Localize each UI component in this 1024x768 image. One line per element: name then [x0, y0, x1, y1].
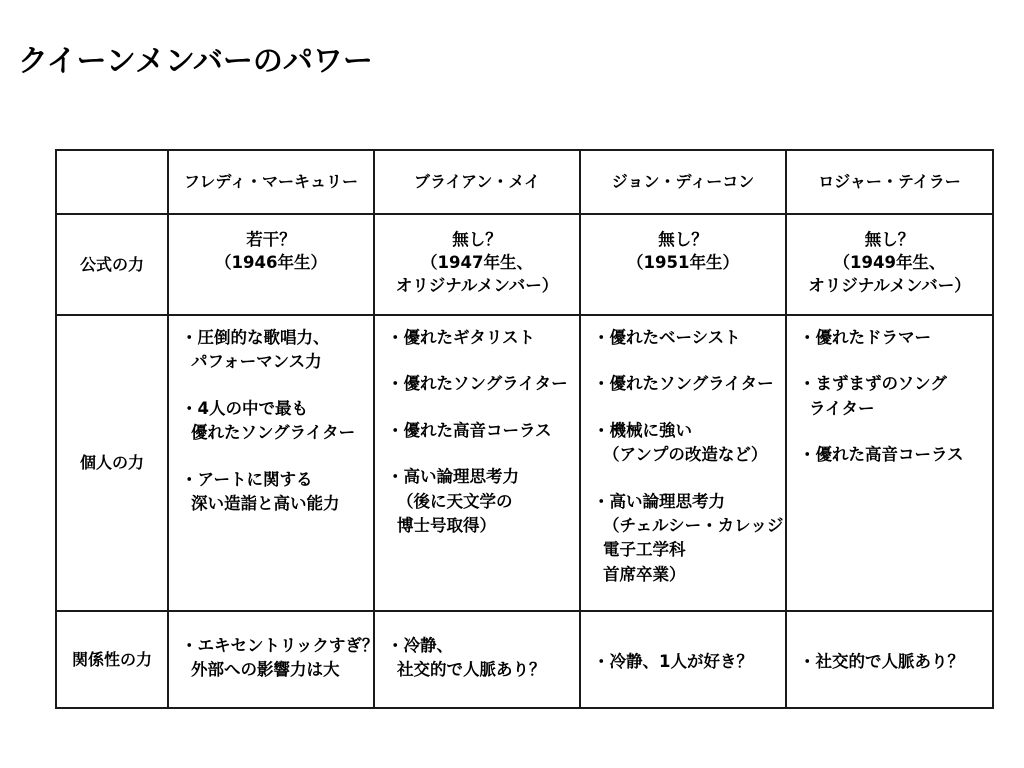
bullet-item	[593, 326, 779, 350]
bullet-line: パフォーマンス力	[191, 352, 322, 372]
table-row-personal	[56, 315, 993, 611]
member-power-table	[55, 149, 994, 709]
bullet-line: ・優れたギタリスト	[387, 328, 536, 347]
bullet-line: ・高い論理思考力	[593, 491, 725, 511]
header-row	[56, 150, 993, 214]
member-name-roger: ロジャー・テイラー	[786, 150, 993, 214]
member-name-brian: ブライアン・メイ	[374, 150, 580, 214]
table-row-official	[56, 214, 993, 315]
corner-cell	[56, 150, 168, 214]
bullet-line: ・冷静、1人が好き？	[593, 652, 753, 671]
row-label-personal: 個人の力	[56, 315, 168, 611]
bullet-line: ・アートに関する	[181, 469, 313, 489]
relation-cell-john	[580, 611, 786, 708]
table-row-relation	[56, 611, 993, 708]
bullet-item	[593, 419, 779, 468]
bullet-line: ・まずまずのソング	[799, 374, 947, 394]
personal-cell-freddie	[168, 315, 374, 611]
bullet-line: （後に天文学の	[397, 491, 513, 511]
page-title: クイーンメンバーのパワー	[18, 44, 373, 79]
bullet-line: 社交的で人脈あり？	[397, 660, 546, 680]
official-cell-freddie	[168, 214, 374, 315]
member-name-john: ジョン・ディーコン	[580, 150, 786, 214]
member-name-freddie: フレディ・マーキュリー	[168, 150, 374, 214]
bullet-line: 深い造詣と高い能力	[191, 494, 340, 514]
row-label-official: 公式の力	[56, 214, 168, 315]
bullet-line: （チェルシー・カレッジ	[603, 516, 784, 536]
relation-cell-roger	[786, 611, 993, 708]
cell-line: 若干？	[246, 230, 296, 249]
bullet-line: 首席卒業）	[603, 564, 686, 584]
cell-line: （1951年生）	[627, 252, 739, 272]
personal-cell-roger	[786, 315, 993, 611]
bullet-item	[181, 468, 367, 517]
relation-cell-brian	[374, 611, 580, 708]
bullet-item	[799, 326, 986, 350]
personal-cell-brian	[374, 315, 580, 611]
cell-line: （1949年生、	[833, 252, 946, 272]
cell-line: オリジナルメンバー）	[808, 275, 971, 295]
relation-cell-freddie	[168, 611, 379, 708]
bullet-item	[387, 419, 573, 443]
bullet-item	[387, 465, 573, 538]
bullet-item	[387, 372, 573, 396]
bullet-line: ライター	[809, 398, 875, 418]
cell-line: オリジナルメンバー）	[395, 275, 559, 295]
bullet-line: 優れたソングライター	[191, 423, 356, 443]
bullet-line: ・エキセントリックすぎ？	[181, 636, 379, 655]
bullet-line: 博士号取得）	[397, 516, 496, 536]
bullet-line: （アンプの改造など）	[603, 445, 768, 465]
bullet-line: ・機械に強い	[593, 420, 692, 440]
bullet-line: ・圧倒的な歌唱力、	[181, 328, 330, 347]
bullet-item	[593, 490, 784, 588]
bullet-item	[593, 372, 779, 396]
bullet-line: ・冷静、	[387, 636, 453, 655]
bullet-line: ・優れた高音コーラス	[799, 445, 964, 465]
official-cell-roger	[786, 214, 993, 315]
bullet-line: ・高い論理思考力	[387, 467, 519, 487]
bullet-line: ・優れたソングライター	[387, 374, 568, 394]
cell-line: 無し？	[864, 230, 915, 249]
personal-cell-john	[580, 315, 786, 611]
official-cell-brian	[374, 214, 580, 315]
bullet-line: ・優れたドラマー	[799, 328, 931, 347]
bullet-item	[799, 372, 986, 421]
bullet-line: 外部への影響力は大	[191, 660, 340, 680]
bullet-item	[181, 326, 367, 375]
bullet-line: ・優れた高音コーラス	[387, 420, 552, 440]
cell-line: 無し？	[452, 230, 502, 249]
official-cell-john	[580, 214, 786, 315]
bullet-line: 電子工学科	[603, 540, 686, 560]
bullet-item	[181, 397, 367, 446]
bullet-line: ・社交的で人脈あり？	[799, 652, 964, 671]
cell-line: 無し？	[658, 230, 708, 249]
bullet-item	[799, 443, 986, 467]
bullet-line: ・優れたソングライター	[593, 374, 774, 394]
cell-line: （1946年生）	[215, 252, 327, 272]
row-label-relation: 関係性の力	[56, 611, 168, 708]
bullet-line: ・優れたベーシスト	[593, 328, 741, 347]
bullet-line: ・4人の中で最も	[181, 398, 308, 418]
cell-line: （1947年生、	[421, 252, 533, 272]
bullet-item	[387, 326, 573, 350]
